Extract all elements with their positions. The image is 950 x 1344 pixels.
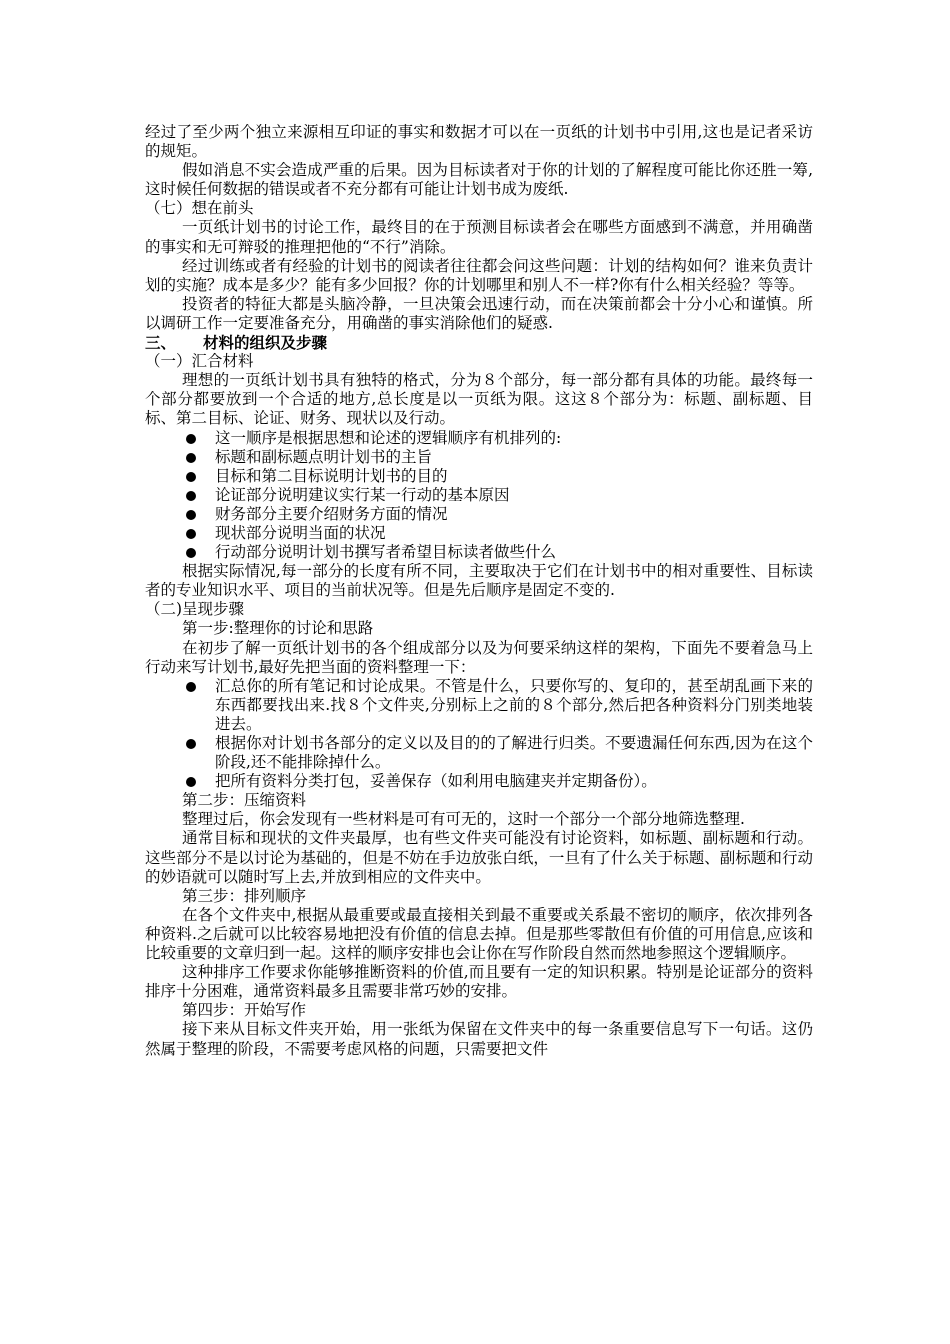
step-heading-4: 第四步：开始写作: [182, 1001, 307, 1020]
paragraph: 假如消息不实会造成严重的后果。因为目标读者对于你的计划的了解程度可能比你还胜一筹,这时候任何数据的错误或者不充分都有可能让计划书成为废纸.: [145, 161, 813, 199]
bullet-list-order: [145, 429, 813, 563]
step-heading-1: 第一步:整理你的讨论和思路: [182, 619, 374, 638]
paragraph: 一页纸计划书的讨论工作，最终目的在于预测目标读者会在哪些方面感到不满意，并用确凿的事实和无可辩驳的推理把他的“不行”消除。: [145, 218, 813, 256]
bullet-icon: [186, 491, 196, 501]
paragraph: 根据实际情况,每一部分的长度有所不同，主要取决于它们在计划书中的相对重要性、目标读者的专业知识水平、项目的当前状况等。但是先后顺序是固定不变的.: [145, 562, 813, 600]
list-item: [145, 486, 813, 505]
part-heading-2: （二)呈现步骤: [145, 600, 245, 619]
list-item-text: 目标和第二目标说明计划书的目的: [215, 466, 448, 485]
list-item-text: 把所有资料分类打包，妥善保存（如利用电脑建夹并定期备份）。: [215, 772, 657, 791]
bullet-icon: [186, 529, 196, 539]
list-item: [145, 429, 813, 448]
list-item: [145, 734, 813, 772]
list-item-text: 行动部分说明计划书撰写者希望目标读者做些什么: [215, 543, 557, 562]
step-heading-3: 第三步：排列顺序: [182, 886, 307, 905]
bullet-icon: [186, 548, 196, 558]
list-item: [145, 677, 813, 734]
list-item: [145, 543, 813, 562]
bullet-list-step1: [145, 677, 813, 792]
chapter-title: 材料的组织及步骤: [203, 333, 328, 353]
list-item: [145, 524, 813, 543]
bullet-icon: [186, 682, 196, 692]
document-page: [145, 123, 813, 1059]
paragraph: 接下来从目标文件夹开始，用一张纸为保留在文件夹中的每一条重要信息写下一句话。这仍然属于整理的阶段，不需要考虑风格的问题，只需要把文件: [145, 1020, 813, 1058]
list-item: [145, 467, 813, 486]
list-item-text: 论证部分说明建议实行某一行动的基本原因: [215, 485, 510, 504]
section-heading-7: （七）想在前头: [145, 199, 254, 218]
part-heading-1: （一）汇合材料: [145, 352, 254, 371]
list-item: [145, 505, 813, 524]
paragraph: 经过了至少两个独立来源相互印证的事实和数据才可以在一页纸的计划书中引用,这也是记者采访的规矩。: [145, 123, 813, 161]
chapter-heading-3: [145, 333, 813, 352]
bullet-icon: [186, 453, 196, 463]
bullet-icon: [186, 777, 196, 787]
list-item: [145, 448, 813, 467]
list-item-text: 根据你对计划书各部分的定义以及目的的了解进行归类。不要遗漏任何东西,因为在这个阶段,还不能排除掉什么。: [215, 734, 813, 772]
paragraph: 在初步了解一页纸计划书的各个组成部分以及为何要采纳这样的架构，下面先不要着急马上行动来写计划书,最好先把当面的资料整理一下：: [145, 638, 813, 676]
bullet-icon: [186, 510, 196, 520]
paragraph: 通常目标和现状的文件夹最厚，也有些文件夹可能没有讨论资料，如标题、副标题和行动。这些部分不是以讨论为基础的，但是不妨在手边放张白纸，一旦有了什么关于标题、副标题和行动的妙语就可以随时写上去,并放到相应的文件夹中。: [145, 829, 813, 886]
paragraph: 经过训练或者有经验的计划书的阅读者往往都会问这些问题：计划的结构如何？谁来负责计划的实施？成本是多少？能有多少回报？你的计划哪里和别人不一样?你有什么相关经验？等等。: [145, 256, 813, 294]
bullet-icon: [186, 434, 196, 444]
step-heading-2: 第二步：压缩资料: [182, 791, 307, 810]
list-item-text: 这一顺序是根据思想和论述的逻辑顺序有机排列的:: [215, 428, 562, 447]
list-item-text: 财务部分主要介绍财务方面的情况: [215, 504, 448, 523]
bullet-icon: [186, 739, 196, 749]
list-item-text: 标题和副标题点明计划书的主旨: [215, 447, 433, 466]
list-item-text: 汇总你的所有笔记和讨论成果。不管是什么，只要你写的、复印的，甚至胡乱画下来的东西都要找出来.找８个文件夹,分别标上之前的８个部分,然后把各种资料分门别类地装进去。: [215, 676, 813, 733]
paragraph: 理想的一页纸计划书具有独特的格式，分为８个部分，每一部分都有具体的功能。最终每一个部分都要放到一个合适的地方,总长度是以一页纸为限。这这８个部分为：标题、副标题、目标、第二目标、论证、财务、现状以及行动。: [145, 371, 813, 428]
list-item-text: 现状部分说明当面的状况: [215, 523, 386, 542]
chapter-number: 三、: [145, 333, 177, 353]
paragraph: 这种排序工作要求你能够推断资料的价值,而且要有一定的知识积累。特别是论证部分的资料排序十分困难，通常资料最多且需要非常巧妙的安排。: [145, 963, 813, 1001]
bullet-icon: [186, 472, 196, 482]
list-item: [145, 772, 813, 791]
paragraph: 整理过后，你会发现有一些材料是可有可无的，这时一个部分一个部分地筛选整理.: [182, 810, 745, 829]
paragraph: 投资者的特征大都是头脑冷静，一旦决策会迅速行动，而在决策前都会十分小心和谨慎。所以调研工作一定要准备充分，用确凿的事实消除他们的疑惑.: [145, 294, 813, 332]
paragraph: 在各个文件夹中,根据从最重要或最直接相关到最不重要或关系最不密切的顺序，依次排列各种资料.之后就可以比较容易地把没有价值的信息去掉。但是那些零散但有价值的可用信息,应该和比较重要的文章归到一起。这样的顺序安排也会让你在写作阶段自然而然地参照这个逻辑顺序。: [145, 905, 813, 963]
